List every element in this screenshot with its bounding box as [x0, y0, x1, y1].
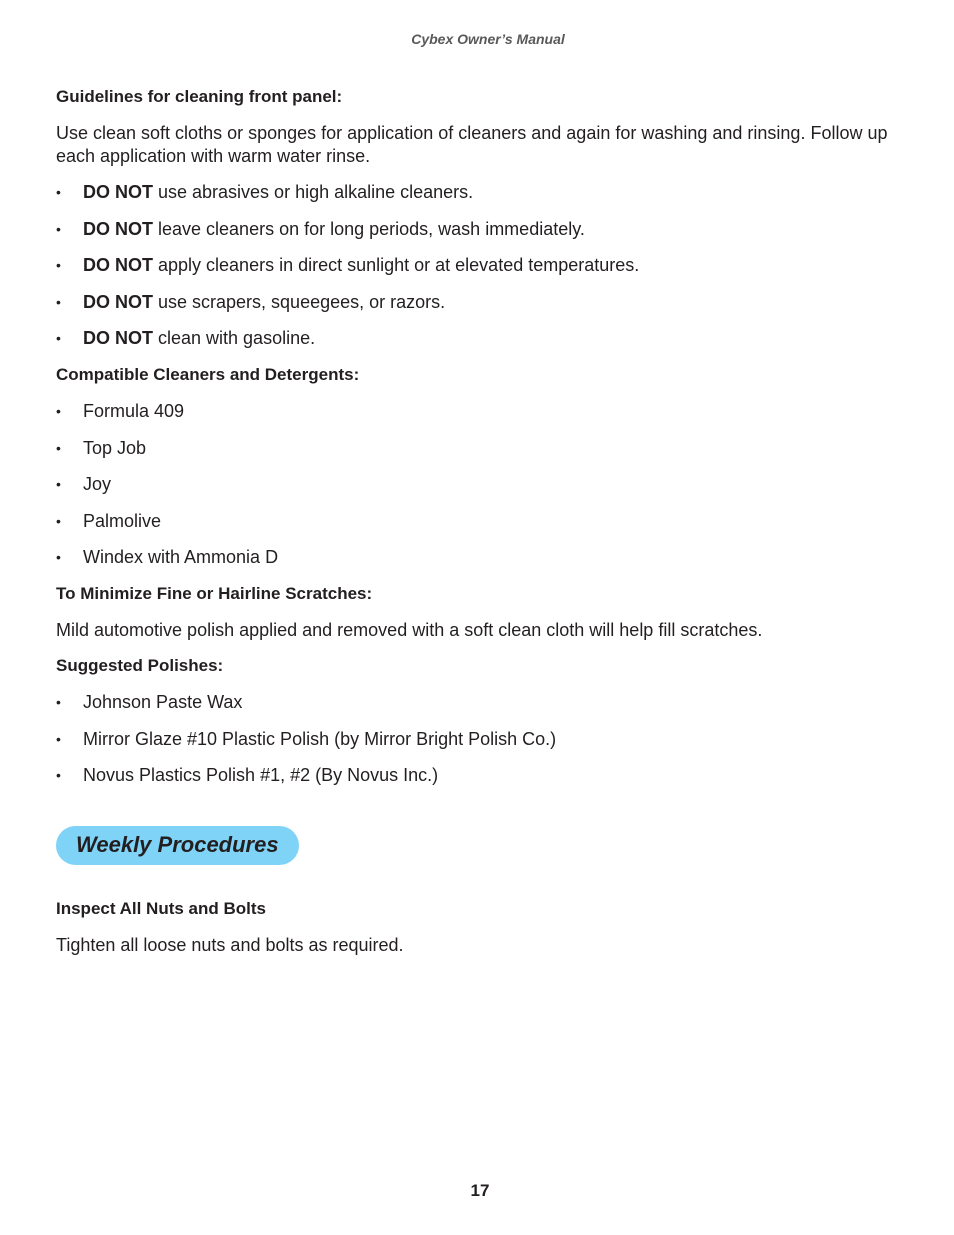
- polishes-list: [56, 691, 906, 787]
- bullet-icon: •: [56, 693, 61, 710]
- warning-item: [56, 327, 906, 350]
- weekly-procedures-section-title: Weekly Procedures: [56, 826, 299, 865]
- list-item: [56, 728, 906, 751]
- bullet-icon: •: [56, 439, 61, 456]
- warning-text: use abrasives or high alkaline cleaners.: [153, 182, 474, 202]
- warning-text: leave cleaners on for long periods, wash immediately.: [153, 218, 585, 239]
- cleaner-name: Palmolive: [83, 510, 162, 531]
- list-item: [56, 546, 906, 569]
- warning-emphasis: DO NOT: [83, 291, 153, 312]
- bullet-icon: •: [56, 512, 61, 529]
- cleaners-list: [56, 400, 906, 569]
- warning-item: [56, 181, 906, 204]
- warning-text: clean with gasoline.: [153, 328, 316, 349]
- cleaner-name: Top Job: [83, 437, 147, 458]
- bullet-icon: •: [56, 330, 61, 347]
- polish-name: Johnson Paste Wax: [83, 691, 243, 712]
- page-content: [56, 86, 906, 970]
- bullet-icon: •: [56, 402, 61, 419]
- cleaners-heading: Compatible Cleaners and Detergents:: [56, 364, 360, 384]
- front-panel-intro: Use clean soft cloths or sponges for application of cleaners and again for washing and rinsing. Follow up each application with warm water rinse.: [56, 123, 888, 166]
- bullet-icon: •: [56, 220, 61, 237]
- warning-emphasis: DO NOT: [83, 328, 153, 349]
- page-number: 17: [470, 1181, 490, 1200]
- warning-item: [56, 254, 906, 277]
- warning-text: use scrapers, squeegees, or razors.: [153, 291, 446, 312]
- warning-emphasis: DO NOT: [83, 218, 153, 239]
- list-item: [56, 473, 906, 496]
- bullet-icon: •: [56, 476, 61, 493]
- bullet-icon: •: [56, 257, 61, 274]
- cleaner-name: Formula 409: [83, 400, 185, 421]
- nuts-bolts-heading: Inspect All Nuts and Bolts: [56, 898, 267, 918]
- bullet-icon: •: [56, 549, 61, 566]
- cleaner-name: Joy: [83, 474, 112, 495]
- warning-emphasis: DO NOT: [83, 255, 153, 276]
- bullet-icon: •: [56, 293, 61, 310]
- polish-name: Novus Plastics Polish #1, #2 (By Novus Inc.): [83, 765, 439, 786]
- front-panel-warning-list: [56, 181, 906, 350]
- warning-text: apply cleaners in direct sunlight or at elevated temperatures.: [153, 255, 640, 276]
- scratches-heading: To Minimize Fine or Hairline Scratches:: [56, 583, 373, 603]
- bullet-icon: •: [56, 184, 61, 200]
- nuts-bolts-text: Tighten all loose nuts and bolts as required.: [56, 934, 404, 955]
- warning-item: [56, 291, 906, 314]
- list-item: [56, 400, 906, 423]
- list-item: [56, 691, 906, 714]
- bullet-icon: •: [56, 767, 61, 784]
- cleaner-name: Windex with Ammonia D: [83, 547, 279, 568]
- polishes-heading: Suggested Polishes:: [56, 655, 224, 675]
- running-header: Cybex Owner’s Manual: [411, 31, 565, 47]
- warning-emphasis: DO NOT: [83, 182, 153, 202]
- list-item: [56, 764, 906, 787]
- list-item: [56, 510, 906, 533]
- polish-name: Mirror Glaze #10 Plastic Polish (by Mirror Bright Polish Co.): [83, 728, 557, 749]
- scratches-text: Mild automotive polish applied and removed with a soft clean cloth will help fill scratches.: [56, 619, 763, 640]
- front-panel-heading: Guidelines for cleaning front panel:: [56, 87, 343, 106]
- warning-item: [56, 218, 906, 241]
- bullet-icon: •: [56, 730, 61, 747]
- list-item: [56, 437, 906, 460]
